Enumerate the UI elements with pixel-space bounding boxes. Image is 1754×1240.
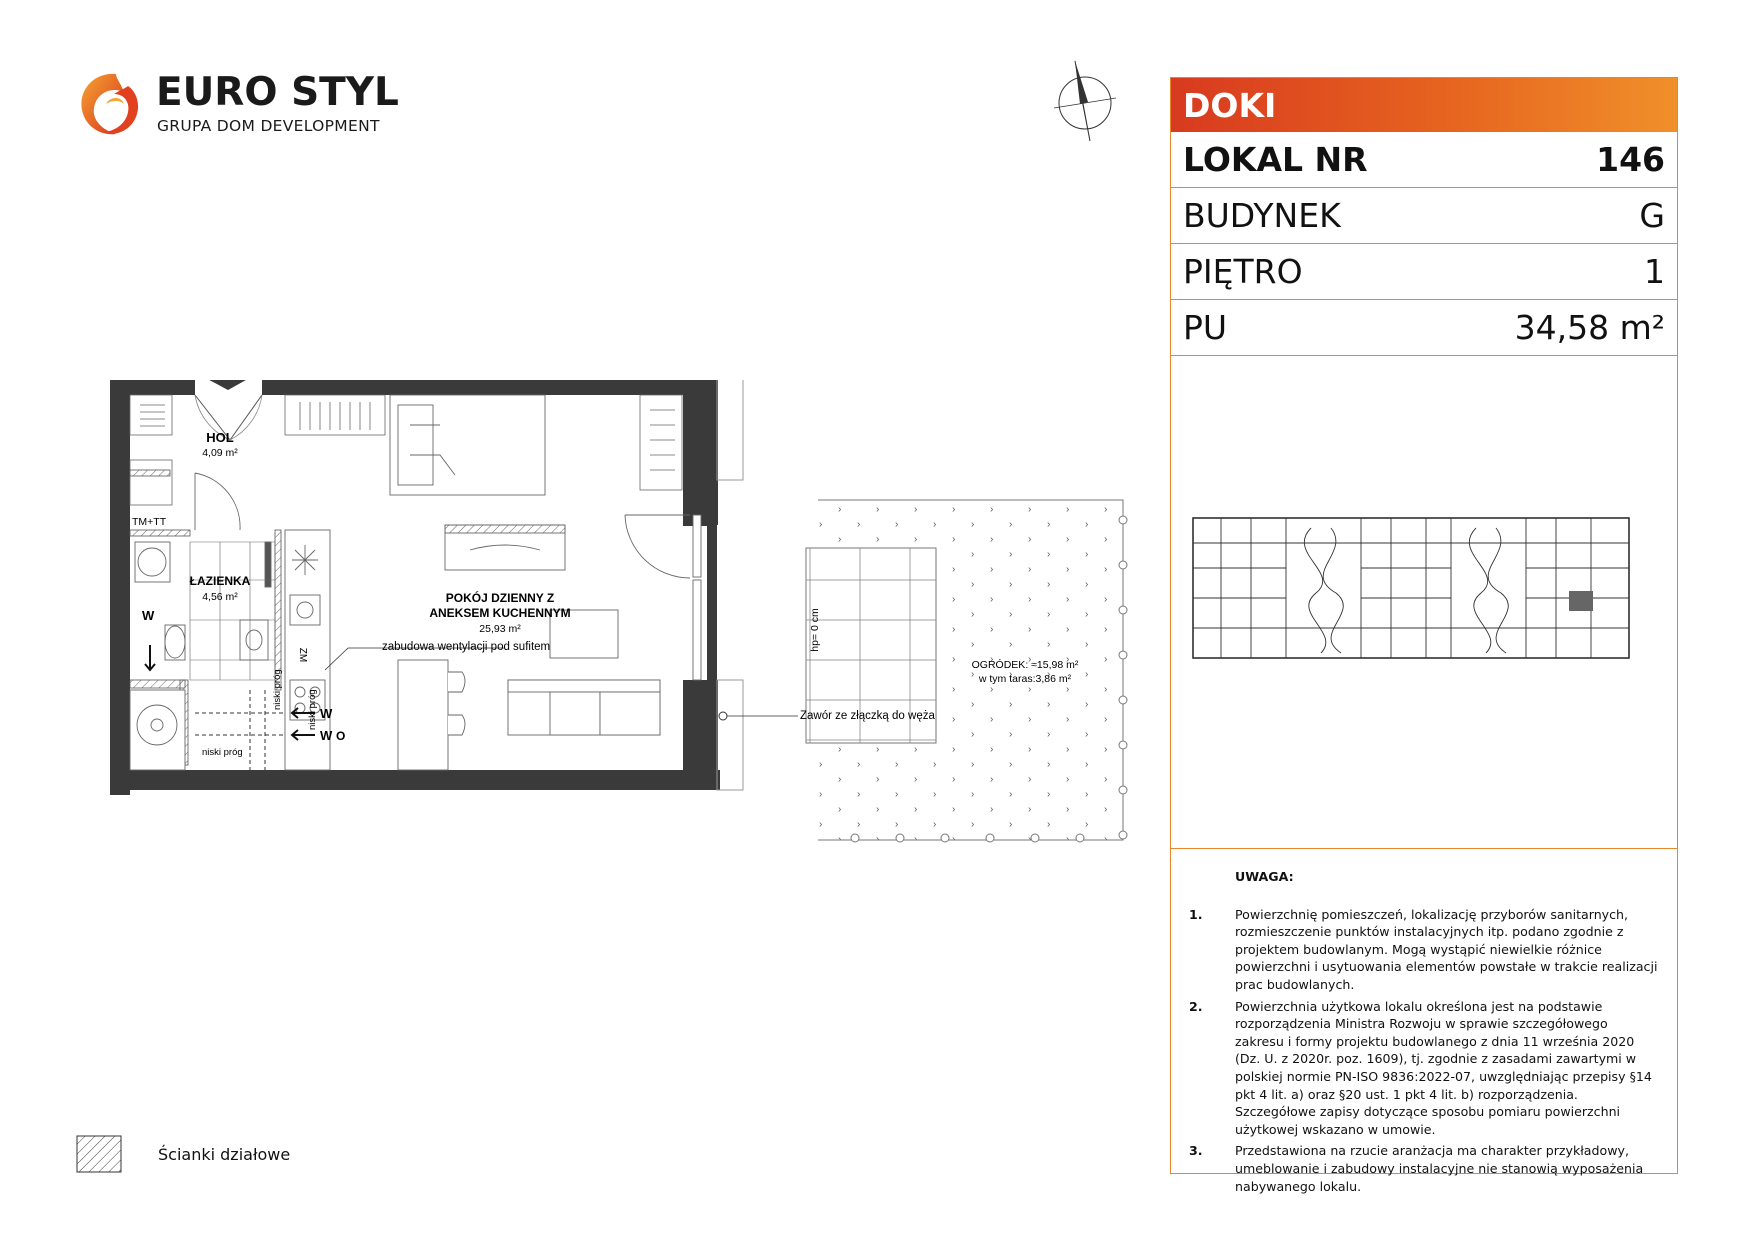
notes-separator: [1171, 848, 1677, 849]
sofa: [508, 680, 660, 735]
row-value: 34,58 m²: [1514, 308, 1665, 347]
hp-label: hp= 0 cm: [809, 608, 821, 652]
bathroom-label: ŁAZIENKA: [189, 574, 251, 588]
note-text: Powierzchnię pomieszczeń, lokalizację przyborów sanitarnych, rozmieszczenie punktów instalacyjnych itp. podano zgodnie z projektem budowlanym. Mogą wystąpić niewielkie różnice powierzchni i usytuowania elementów powstałe w trakcie realizacji prac budowlanych.: [1235, 906, 1658, 992]
bed: [390, 395, 545, 495]
row-pu: [1171, 300, 1677, 356]
row-label: LOKAL NR: [1183, 140, 1368, 179]
floor-plan: [110, 380, 1140, 860]
row-value: 146: [1596, 140, 1665, 179]
building-key-plan: [1191, 513, 1631, 663]
north-arrow-icon: [1050, 58, 1120, 148]
living-room-area: 25,93 m²: [479, 623, 521, 635]
eurostyl-flame-icon: [76, 70, 146, 140]
hol-label: HOL: [206, 430, 234, 445]
note-item: [1189, 906, 1659, 994]
living-room-label-1: POKÓJ DZIENNY Z: [445, 591, 555, 605]
o-label: O: [336, 729, 346, 743]
row-label: PIĘTRO: [1183, 252, 1303, 291]
living-room-label-2: ANEKSEM KUCHENNYM: [429, 606, 571, 620]
note-number: 1.: [1189, 906, 1203, 922]
hol-area: 4,09 m²: [202, 447, 238, 459]
bathroom-area: 4,56 m²: [202, 591, 238, 603]
investment-header: [1171, 78, 1677, 132]
ventilation-label: zabudowa wentylacji pod sufitem: [382, 641, 551, 653]
garden-label: OGRÓDEK: ≈15,98 m²: [971, 659, 1079, 671]
note-item: [1189, 998, 1659, 1139]
note-item: [1189, 1142, 1659, 1195]
hatch-swatch-icon: [76, 1135, 122, 1173]
terrace-label: w tym taras:3,86 m²: [978, 673, 1072, 685]
row-lokal: [1171, 132, 1677, 188]
legend: [76, 1135, 376, 1175]
valve-label: Zawór ze złączką do węża: [800, 710, 935, 722]
notes-section: [1189, 868, 1659, 1199]
threshold-label-2: niski próg: [307, 689, 318, 730]
note-text: Przedstawiona na rzucie aranżacja ma charakter przykładowy, umeblowanie i zabudowy instalacyjne nie stanowią wyposażenia nabywanego lokalu.: [1235, 1143, 1644, 1194]
brand-subtitle: GRUPA DOM DEVELOPMENT: [157, 117, 380, 135]
row-label: PU: [1183, 308, 1228, 347]
brand-name: EURO STYL: [156, 70, 399, 115]
w-label-2: W: [320, 706, 333, 721]
bathroom-door: [195, 473, 240, 530]
threshold-label-3: niski próg: [272, 669, 283, 710]
tv-cabinet: [445, 525, 565, 570]
note-number: 2.: [1189, 998, 1203, 1014]
row-label: BUDYNEK: [1183, 196, 1341, 235]
terrace-door: [625, 515, 701, 680]
row-pietro: [1171, 244, 1677, 300]
unit-highlight: [1569, 591, 1593, 611]
threshold-label-1: niski próg: [202, 747, 243, 758]
legend-label: Ścianki działowe: [158, 1145, 291, 1164]
note-number: 3.: [1189, 1143, 1203, 1159]
notes-title: UWAGA:: [1235, 869, 1294, 884]
eurostyl-logo: [76, 68, 399, 138]
row-budynek: [1171, 188, 1677, 244]
chairs: [448, 672, 465, 735]
row-value: 1: [1644, 252, 1665, 291]
tm-tt-label: TM+TT: [132, 516, 167, 528]
w-label-1: W: [142, 608, 155, 623]
note-text: Powierzchnia użytkowa lokalu określona jest na podstawie rozporządzenia Ministra Rozwoju w sprawie szczegółowego zakresu i formy projektu budowlanego z dnia 11 września 2020 (Dz. U. z 2020r. poz. 1609), tj. zgodnie z zasadami zawartymi w polskiej normie PN-ISO 9836:2022-07, uwzględniając przepisy §14 pkt 4 lit. a) oraz §20 ust. 1 pkt 4 lit. b) rozporządzenia. Szczegółowe zapisy dotyczące sposobu pomiaru powierzchni użytkowej wskazano w umowie.: [1235, 998, 1652, 1137]
zm-label: ZM: [297, 647, 308, 663]
investment-name: DOKI: [1183, 86, 1277, 125]
w-label-3: W: [320, 728, 333, 743]
dining-table: [398, 660, 448, 770]
row-value: G: [1639, 196, 1665, 235]
apartment-info-panel: [1170, 77, 1678, 1194]
